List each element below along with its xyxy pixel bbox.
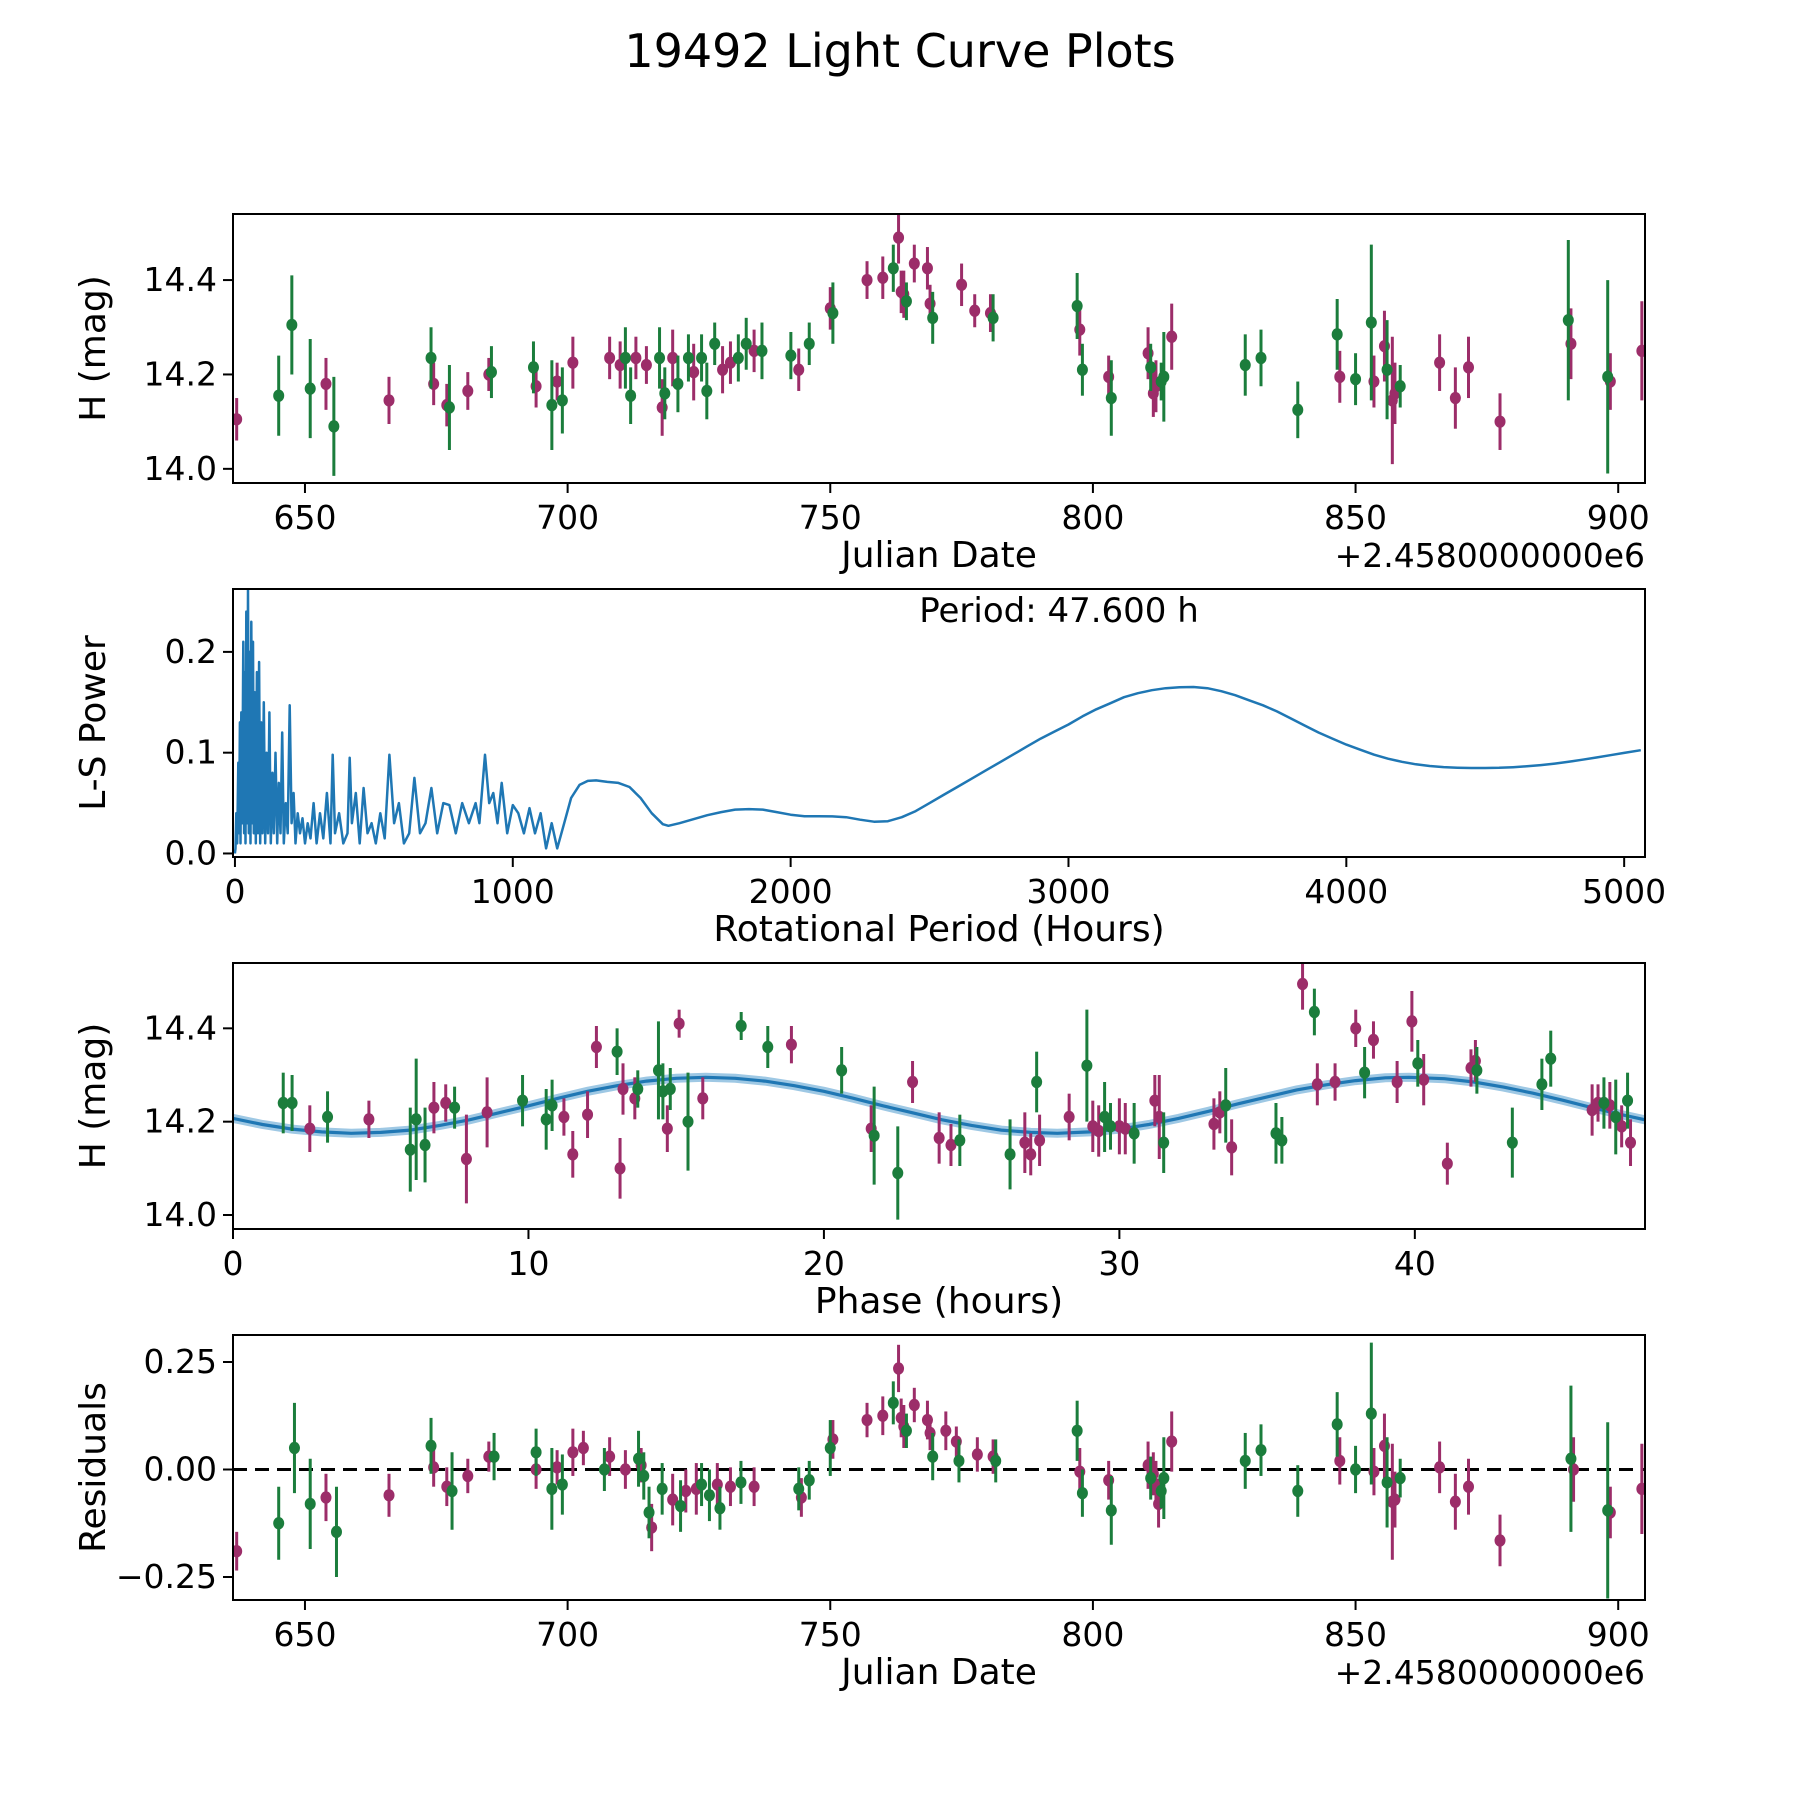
svg-text:850: 850 [1324, 498, 1388, 537]
phase-curve-ylabel: H (mag) [73, 1022, 114, 1170]
svg-text:3000: 3000 [1026, 872, 1111, 911]
period-annotation: Period: 47.600 h [919, 591, 1199, 631]
residuals-data [231, 1343, 1647, 1599]
svg-text:2000: 2000 [748, 872, 833, 911]
phase-curve-xlabel: Phase (hours) [814, 1281, 1064, 1322]
svg-text:14.2: 14.2 [143, 1101, 217, 1141]
lightcurve-ylabel: H (mag) [73, 275, 114, 422]
svg-text:1000: 1000 [470, 872, 555, 911]
svg-text:900: 900 [1586, 498, 1650, 537]
svg-text:750: 750 [798, 498, 862, 537]
svg-text:14.4: 14.4 [143, 260, 217, 300]
residuals-ylabel: Residuals [73, 1382, 114, 1553]
residuals-xlabel: Julian Date [841, 1652, 1037, 1693]
svg-text:5000: 5000 [1582, 872, 1667, 911]
svg-text:14.0: 14.0 [143, 1195, 217, 1234]
periodogram-xlabel: Rotational Period (Hours) [713, 909, 1165, 950]
svg-text:700: 700 [536, 498, 600, 537]
svg-text:10: 10 [507, 1244, 550, 1283]
svg-text:30: 30 [1098, 1244, 1141, 1283]
svg-text:650: 650 [273, 1615, 337, 1654]
svg-text:14.0: 14.0 [143, 448, 217, 488]
lightcurve-xlabel: Julian Date [841, 535, 1037, 576]
svg-text:800: 800 [1061, 498, 1125, 537]
residuals-axes-frame [233, 1335, 1645, 1600]
svg-text:800: 800 [1061, 1615, 1125, 1654]
svg-text:20: 20 [802, 1244, 845, 1283]
chart-title: 19492 Light Curve Plots [624, 24, 1176, 78]
svg-text:0: 0 [222, 1244, 244, 1283]
svg-text:40: 40 [1393, 1244, 1436, 1283]
residuals-y-axis [116, 1342, 233, 1596]
svg-text:900: 900 [1586, 1615, 1650, 1654]
svg-text:0.25: 0.25 [143, 1342, 217, 1382]
svg-text:4000: 4000 [1304, 872, 1389, 911]
svg-text:0.00: 0.00 [143, 1449, 217, 1489]
svg-text:0.2: 0.2 [164, 631, 217, 671]
svg-text:−0.25: −0.25 [115, 1556, 217, 1596]
svg-text:14.4: 14.4 [143, 1008, 217, 1048]
residuals-x-offset-label: +2.4580000000e6 [1334, 1653, 1645, 1692]
svg-text:850: 850 [1324, 1615, 1388, 1654]
svg-text:0.1: 0.1 [164, 732, 217, 772]
svg-text:14.2: 14.2 [143, 354, 217, 394]
svg-text:0: 0 [224, 872, 246, 911]
svg-text:0.0: 0.0 [164, 833, 217, 873]
svg-text:650: 650 [273, 498, 337, 537]
lightcurve-x-offset-label: +2.4580000000e6 [1334, 536, 1645, 575]
svg-text:750: 750 [798, 1615, 862, 1654]
svg-text:700: 700 [536, 1615, 600, 1654]
periodogram-ylabel: L-S Power [73, 635, 114, 811]
residuals-x-axis [273, 1600, 1649, 1654]
residuals-obs-set-a [231, 1345, 1647, 1571]
